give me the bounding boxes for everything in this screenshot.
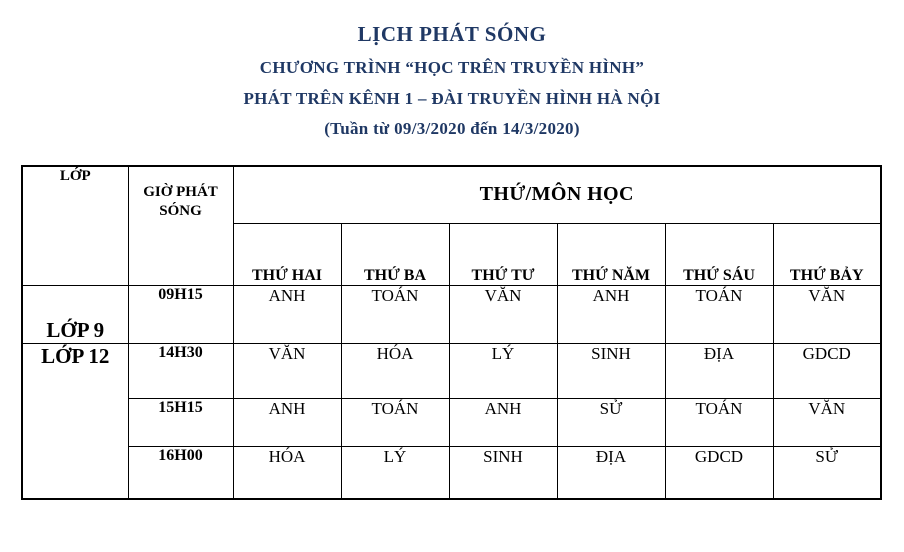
subject-cell: LÝ	[341, 446, 449, 499]
subtitle-channel: PHÁT TRÊN KÊNH 1 – ĐÀI TRUYỀN HÌNH HÀ NỘI	[243, 89, 661, 108]
subject-cell: SỬ	[557, 398, 665, 446]
subtitle-program: CHƯƠNG TRÌNH “HỌC TRÊN TRUYỀN HÌNH”	[259, 58, 645, 77]
column-header-broadcast-time: GIỜ PHÁT SÓNG	[128, 166, 233, 285]
document-header	[0, 0, 904, 139]
subject-cell: SINH	[449, 446, 557, 499]
subject-cell: VĂN	[773, 398, 881, 446]
table-row	[22, 398, 881, 446]
subject-cell: SỬ	[773, 446, 881, 499]
subject-cell: TOÁN	[665, 285, 773, 343]
column-header-tuesday: THỨ BA	[341, 223, 449, 285]
subject-cell: GDCD	[665, 446, 773, 499]
time-cell: 14H30	[128, 343, 233, 398]
subject-cell: ĐỊA	[557, 446, 665, 499]
subject-cell: SINH	[557, 343, 665, 398]
column-header-wednesday: THỨ TƯ	[449, 223, 557, 285]
subject-cell: ANH	[557, 285, 665, 343]
subject-cell: TOÁN	[341, 285, 449, 343]
table-row	[22, 285, 881, 343]
table-row	[22, 343, 881, 398]
week-note: (Tuần từ 09/3/2020 đến 14/3/2020)	[324, 119, 580, 138]
column-header-day-subject: THỨ/MÔN HỌC	[233, 166, 881, 223]
column-header-monday: THỨ HAI	[233, 223, 341, 285]
class-label-grade-12: LỚP 12	[22, 343, 128, 499]
subject-cell: GDCD	[773, 343, 881, 398]
table-row	[22, 446, 881, 499]
column-header-saturday: THỨ BẢY	[773, 223, 881, 285]
subject-cell: ANH	[233, 285, 341, 343]
subject-cell: VĂN	[449, 285, 557, 343]
subject-cell: ĐỊA	[665, 343, 773, 398]
column-header-class: LỚP	[22, 166, 128, 285]
time-cell: 09H15	[128, 285, 233, 343]
subject-cell: ANH	[449, 398, 557, 446]
subject-cell: TOÁN	[665, 398, 773, 446]
time-cell: 16H00	[128, 446, 233, 499]
subject-cell: HÓA	[233, 446, 341, 499]
class-label-grade-9: LỚP 9	[22, 285, 128, 343]
subject-cell: VĂN	[773, 285, 881, 343]
subject-cell: ANH	[233, 398, 341, 446]
subject-cell: LÝ	[449, 343, 557, 398]
column-header-thursday: THỨ NĂM	[557, 223, 665, 285]
schedule-table	[21, 165, 882, 500]
column-header-friday: THỨ SÁU	[665, 223, 773, 285]
page-title: LỊCH PHÁT SÓNG	[357, 22, 547, 46]
subject-cell: VĂN	[233, 343, 341, 398]
time-cell: 15H15	[128, 398, 233, 446]
subject-cell: TOÁN	[341, 398, 449, 446]
subject-cell: HÓA	[341, 343, 449, 398]
